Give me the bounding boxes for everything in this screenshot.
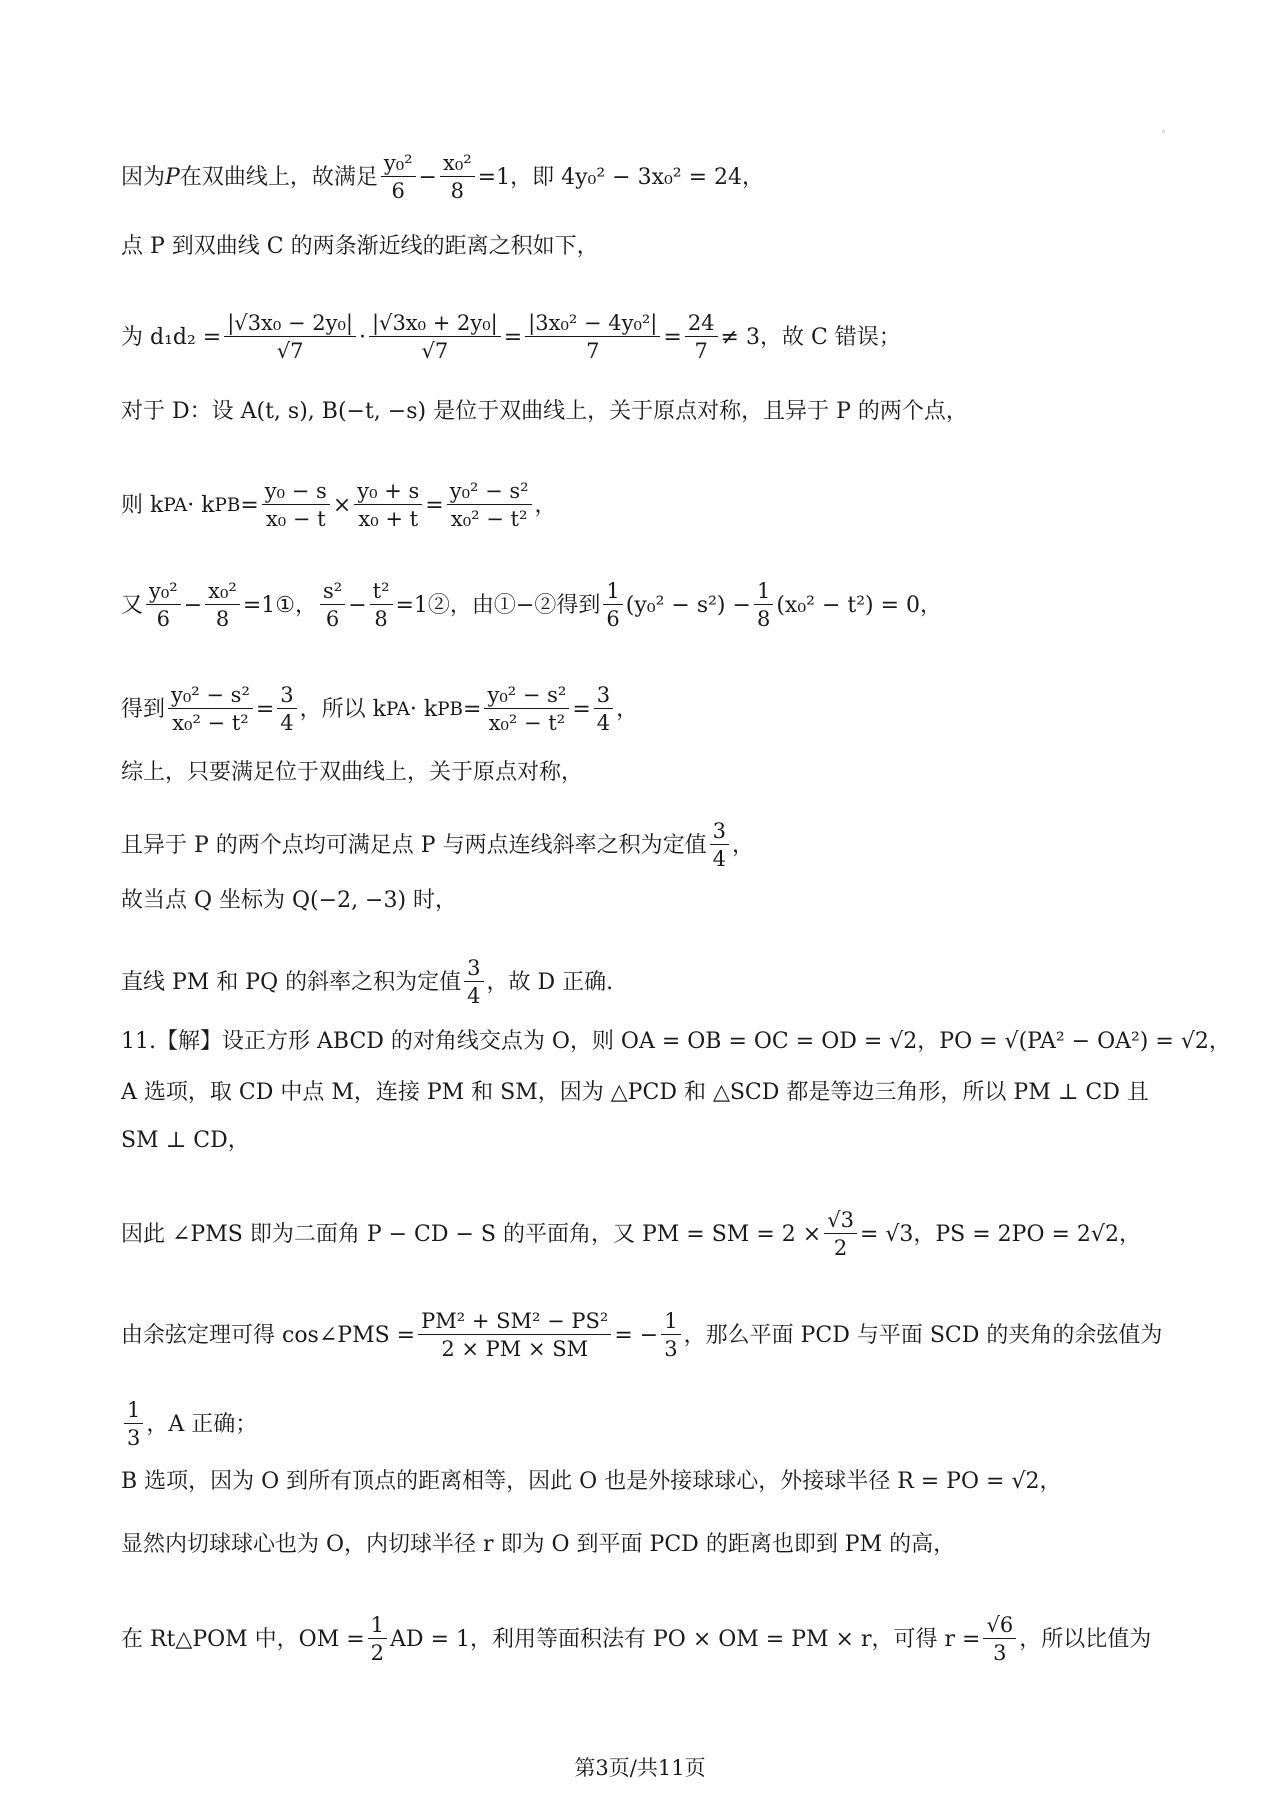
fraction (594, 682, 613, 737)
text: ，那么平面 PCD 与平面 SCD 的夹角的余弦值为 (683, 1322, 1163, 1348)
operator: = (240, 492, 259, 518)
numerator: 1 (368, 1612, 387, 1639)
numerator: 1 (754, 578, 773, 605)
fraction (381, 150, 416, 205)
text: 对于 D：设 A(t, s), B(−t, −s) 是位于双曲线上，关于原点对称，且异于 P 的两个点， (121, 399, 968, 424)
denominator: 2 (833, 1236, 848, 1260)
numerator: s² (320, 578, 345, 605)
numerator: 24 (685, 310, 718, 337)
text: = √3，PS = 2PO = 2√2， (859, 1221, 1141, 1247)
fraction (754, 578, 773, 633)
text: 综上，只要满足位于双曲线上，关于原点对称， (121, 760, 584, 785)
denominator: 4 (280, 711, 294, 735)
text: 得到 (121, 696, 166, 722)
text: 直线 PM 和 PQ 的斜率之积为定值 (121, 969, 462, 995)
text: =1①， (242, 592, 317, 618)
text: 为 d₁d₂ = (121, 324, 222, 350)
line-problem-11-setup (121, 1027, 1240, 1057)
fraction (484, 682, 569, 737)
denominator: x₀ + t (358, 507, 419, 531)
numerator: y₀² (381, 150, 416, 177)
line-constant-value (121, 818, 1240, 873)
fraction (224, 310, 356, 365)
denominator: 4 (712, 847, 726, 871)
line-equal-area-method (121, 1612, 1240, 1667)
operator: − (183, 592, 203, 618)
text: ，A 正确； (146, 1411, 258, 1437)
fraction (685, 310, 718, 365)
fraction (525, 310, 660, 365)
line-distance-product-intro (121, 232, 1240, 262)
numerator: PM² + SM² − PS² (418, 1308, 611, 1335)
text: A 选项，取 CD 中点 M，连接 PM 和 SM，因为 △PCD 和 △SCD 都是等边三角形，所以 PM ⊥ CD 且 (121, 1080, 1149, 1105)
text: AD = 1，利用等面积法有 PO × OM = PM × r，可得 r = (390, 1626, 981, 1652)
numerator: y₀² − s² (484, 682, 569, 709)
operator: − (418, 164, 437, 190)
denominator: 3 (993, 1641, 1007, 1665)
text: 因此 ∠PMS 即为二面角 P − CD − S 的平面角，又 PM = SM = 2 × (121, 1221, 822, 1247)
numerator: |3x₀² − 4y₀²| (525, 310, 660, 337)
line-option-a-setup (121, 1078, 1240, 1108)
text: 则 k (121, 492, 164, 518)
operator: = (503, 324, 523, 350)
numerator: t² (370, 578, 393, 605)
denominator: 8 (450, 179, 465, 203)
denominator: x₀² − t² (450, 507, 528, 531)
fraction (168, 682, 253, 737)
page-number: 第3页/共11页 (574, 1756, 706, 1780)
numerator: y₀ + s (354, 478, 422, 505)
line-option-a-conclusion (121, 1397, 1240, 1452)
numerator: 1 (124, 1397, 143, 1424)
text: 故当点 Q 坐标为 Q(−2, −3) 时， (121, 888, 458, 913)
fraction (320, 578, 345, 633)
fraction (369, 310, 501, 365)
subscript: PB (437, 698, 464, 720)
operator: = (572, 696, 591, 722)
denominator: x₀ − t (265, 507, 326, 531)
numerator: 3 (464, 955, 483, 982)
line-cosine-rule (121, 1308, 1240, 1363)
text: (x₀² − t²) = 0， (776, 592, 943, 618)
line-dihedral-angle (121, 1207, 1240, 1262)
denominator: x₀² − t² (172, 711, 249, 735)
text: ， (616, 696, 639, 722)
numerator: y₀² (146, 578, 181, 605)
denominator: 6 (391, 179, 405, 203)
operator: = (463, 696, 482, 722)
line-option-d-setup (121, 397, 1240, 427)
fraction (277, 682, 296, 737)
denominator: 7 (694, 339, 708, 363)
text: 由余弦定理可得 cos∠PMS = (121, 1322, 416, 1348)
text: 显然内切球球心也为 O，内切球半径 r 即为 O 到平面 PCD 的距离也即到 PM 的高， (121, 1532, 956, 1557)
numerator: 1 (603, 578, 622, 605)
fraction (370, 578, 393, 633)
text: 11.【解】设正方形 ABCD 的对角线交点为 O，则 OA = OB = OC = OD = √2，PO = √(PA² − OA²) = √2， (121, 1029, 1231, 1054)
numerator: y₀² − s² (168, 682, 253, 709)
fraction (661, 1308, 680, 1363)
fraction (368, 1612, 387, 1667)
text: 在双曲线上，故满足 (179, 164, 378, 190)
denominator: 6 (156, 607, 171, 631)
text: B 选项，因为 O 到所有顶点的距离相等，因此 O 也是外接球球心，外接球半径 R = PO = √2， (121, 1469, 1062, 1494)
text: 在 Rt△POM 中，OM = (121, 1626, 365, 1652)
text: ，所以比值为 (1019, 1626, 1152, 1652)
text: ，所以 k (299, 696, 386, 722)
text: · k (409, 696, 438, 722)
operator: = − (614, 1322, 659, 1348)
text: (y₀² − s²) − (625, 592, 751, 618)
fraction (205, 578, 240, 633)
fraction (354, 478, 422, 533)
line-option-d-conclusion (121, 955, 1240, 1010)
text: =1，即 4y₀² − 3x₀² = 24， (477, 164, 765, 190)
numerator: 3 (594, 682, 613, 709)
fraction (824, 1207, 857, 1262)
subscript: PA (386, 698, 410, 720)
numerator: |√3x₀ − 2y₀| (224, 310, 356, 337)
numerator: 3 (710, 818, 729, 845)
fraction (464, 955, 483, 1010)
fraction (603, 578, 622, 633)
var-p: P (165, 164, 180, 190)
line-slope-product-result (121, 682, 1240, 737)
operator: × (332, 492, 352, 518)
fraction (440, 150, 475, 205)
denominator: 6 (325, 607, 340, 631)
denominator: 8 (756, 607, 771, 631)
denominator: x₀² − t² (488, 711, 566, 735)
line-slope-product (121, 478, 1240, 533)
text: 又 (121, 592, 144, 618)
numerator: x₀² (440, 150, 475, 177)
fraction (447, 478, 532, 533)
line-option-b-circumsphere (121, 1467, 1240, 1497)
text: · k (187, 492, 215, 518)
denominator: √7 (421, 339, 449, 363)
line-option-b-insphere (121, 1530, 1240, 1560)
denominator: 3 (664, 1337, 678, 1361)
fraction (124, 1397, 143, 1452)
operator: = (255, 696, 275, 722)
denominator: 2 (370, 1641, 385, 1665)
text: 且异于 P 的两个点均可满足点 P 与两点连线斜率之积为定值 (121, 832, 707, 858)
fraction (418, 1308, 611, 1363)
numerator: |√3x₀ + 2y₀| (369, 310, 501, 337)
line-summary (121, 758, 1240, 788)
text: =1②，由①−②得到 (395, 592, 601, 618)
operator: − (348, 592, 367, 618)
fraction (710, 818, 729, 873)
text: ， (731, 832, 754, 858)
numerator: x₀² (205, 578, 240, 605)
text: ，故 D 正确. (486, 969, 614, 995)
line-hyperbola-condition (121, 150, 1240, 205)
denominator: 4 (467, 984, 481, 1008)
line-option-a-perpendicular (121, 1126, 1240, 1156)
numerator: y₀² − s² (447, 478, 532, 505)
line-point-q (121, 886, 1240, 916)
numerator: y₀ − s (262, 478, 330, 505)
subscript: PB (214, 494, 241, 516)
text: 点 P 到双曲线 C 的两条渐近线的距离之积如下， (121, 234, 599, 259)
line-subtract-equations (121, 578, 1240, 633)
fraction (146, 578, 181, 633)
numerator: √3 (824, 1207, 857, 1234)
denominator: 6 (606, 607, 620, 631)
text: 因为 (121, 164, 166, 190)
denominator: √7 (276, 339, 304, 363)
line-distance-product (121, 310, 1240, 365)
subscript: PA (163, 494, 188, 516)
denominator: 3 (127, 1426, 141, 1450)
denominator: 8 (215, 607, 230, 631)
numerator: 3 (277, 682, 296, 709)
denominator: 8 (374, 607, 388, 631)
operator: = (425, 492, 444, 518)
scan-speck (1162, 130, 1165, 133)
denominator: 7 (586, 339, 600, 363)
text: ， (534, 492, 557, 518)
fraction (983, 1612, 1016, 1667)
denominator: 2 × PM × SM (441, 1337, 589, 1361)
numerator: 1 (661, 1308, 680, 1335)
operator: = (663, 324, 682, 350)
operator: · (358, 324, 366, 350)
text: SM ⊥ CD， (121, 1128, 250, 1153)
denominator: 4 (596, 711, 611, 735)
text: ≠ 3，故 C 错误； (720, 324, 901, 350)
fraction (262, 478, 330, 533)
numerator: √6 (983, 1612, 1016, 1639)
